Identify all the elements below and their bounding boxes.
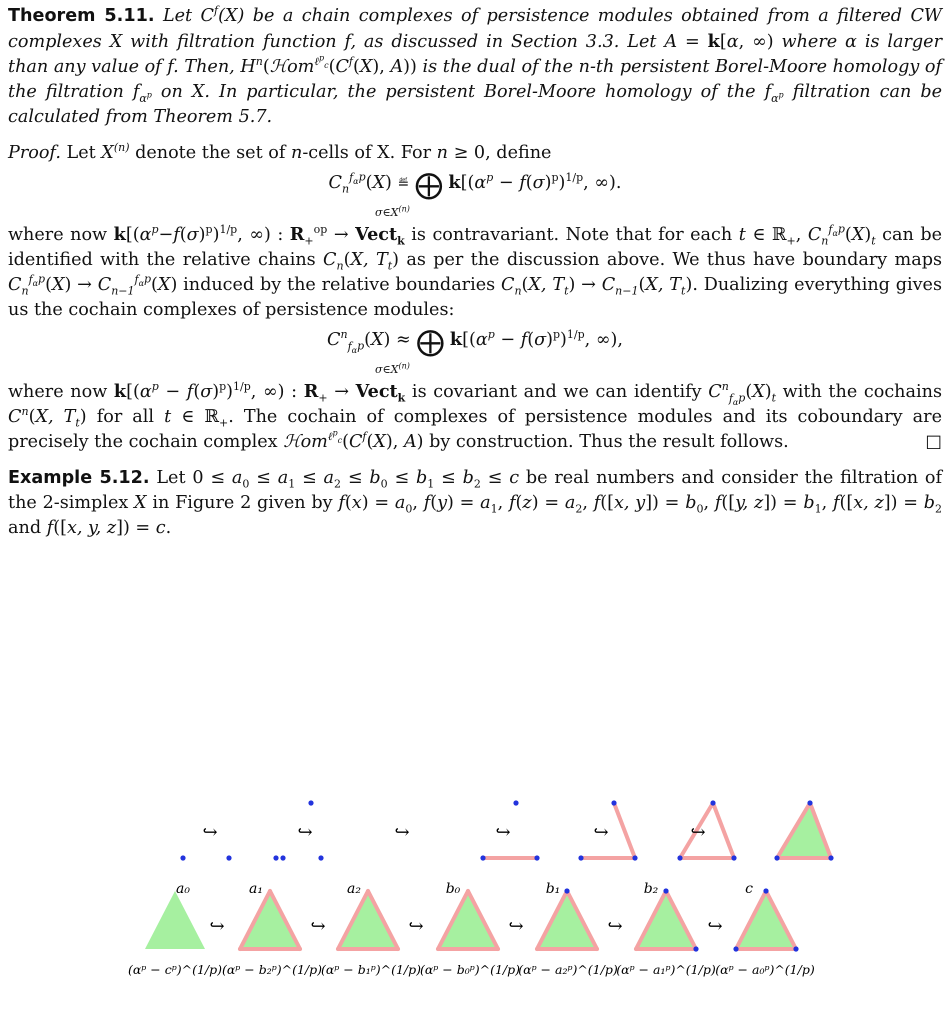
proof-text: . The cochain of complexes of persistence modules and its coboundary are precisely the cochain complex — [8, 407, 942, 452]
theorem-5-11: Theorem 5.11. Let $C^f(X)$ be a chain complexes of persistence modules obtained from a filtered CW complexes X with filtration function f, as discussed in Section 3.3. Let A = k[α, ∞) where α is larger than any value of f. Then, $H^n(ℋom^{\ell^p_c}(C^f(X)$, A)) is the dual of the n-th persistent Borel-Moore homology of the filtration $f_{\alpha^p}$ on X. In particular, the persistent Borel-Moore homology of the $f_{\alpha^p}$ filtration can be calculated from Theorem 5.7. — [8, 4, 943, 127]
stage-1 — [180, 855, 185, 860]
theorem-text: Let — [162, 6, 201, 26]
vertex-y — [828, 855, 833, 860]
face — [240, 891, 300, 949]
proof-paragraph-1: Proof. Let $X^{(n)}$ denote the set of n-cells of X. For n ≥ 0, define — [8, 141, 552, 163]
face — [338, 891, 398, 949]
stage-label-bottom: (αᵖ − a₁ᵖ)^(1/p) — [616, 962, 716, 977]
proof-text: with the cochains — [776, 382, 942, 402]
stage-label-bottom: (αᵖ − b₁ᵖ)^(1/p) — [320, 962, 422, 977]
stage-label-top: a₂ — [347, 881, 361, 897]
stage-7 — [774, 800, 833, 860]
proof-paragraph-3: where now $k[(\alpha^p - f(\sigma)^p)^{1/p}$, ∞) : $R_+$ → Vect$_k$ is covariant and we can identify $C^n_{f_{\alpha^p}}(X)_t$ with the cochains $C^n(X$, $T_t$) for all t ∈ ℝ$_+$. The cochain of complexes of persistence modules and its coboundary are precisely the cochain complex $ℋom^{\ell^p_c}(C^f(X)$, A) by construction. Thus the result follows. □ — [8, 379, 942, 455]
hook-arrow: ↪ — [508, 916, 524, 937]
theorem-label: Theorem 5.11. — [8, 6, 155, 26]
example-text: be real numbers and consider the filtration of the 2-simplex — [8, 468, 942, 513]
hook-arrow: ↪ — [310, 916, 326, 937]
theorem-text: , as discussed in Section 3.3. Let — [350, 32, 665, 52]
hook-arrow: ↪ — [593, 822, 609, 843]
hook-arrow: ↪ — [202, 822, 218, 843]
stage-label-bottom: (αᵖ − cᵖ)^(1/p) — [127, 962, 223, 977]
stage-label-top: a₀ — [176, 881, 190, 897]
stage-label-top: c — [745, 881, 753, 897]
vertex-z — [663, 888, 668, 893]
stage-label-bottom: (αᵖ − b₂ᵖ)^(1/p) — [221, 962, 323, 977]
vertex-y — [273, 855, 278, 860]
theorem-text: with filtration function — [122, 32, 345, 52]
vertex-z — [513, 800, 518, 805]
example-text: Let — [149, 468, 193, 488]
vertex-y — [693, 946, 698, 951]
stage-bottom-6 — [636, 888, 699, 951]
theorem-text: on — [151, 82, 192, 102]
stage-bottom-1 — [145, 891, 205, 949]
vertex-x — [774, 855, 779, 860]
stage-bottom-4 — [438, 891, 498, 949]
figure-bottom-row — [128, 888, 815, 977]
vertex-x — [677, 855, 682, 860]
equation-cochain-complex: $C^n_{f_{\alpha^p}}(X)$ ≈ ⨁ $k[(\alpha^p - f(\sigma)^p)^{1/p}$, ∞), $\sigma\in X^{(n)}$ — [327, 325, 623, 376]
face — [636, 891, 696, 949]
proof-text: by construction. Thus the result follows. — [423, 432, 789, 452]
stage-label-bottom: (αᵖ − a₂ᵖ)^(1/p) — [518, 962, 618, 977]
proof-text: denote the set of — [129, 143, 291, 163]
theorem-text: -th persistent Borel-Moore homology of the filtration — [8, 57, 942, 102]
stage-label-bottom: (αᵖ − a₀ᵖ)^(1/p) — [715, 962, 815, 977]
stage-bottom-5 — [537, 888, 597, 949]
proof-text: -cells of X. For — [302, 143, 437, 163]
vertex-y — [793, 946, 798, 951]
vertex-z — [807, 800, 812, 805]
stage-6 — [677, 800, 736, 860]
proof-text: for all — [86, 407, 165, 427]
theorem-text: where — [773, 32, 846, 52]
vertex-x — [226, 855, 231, 860]
example-text: and — [8, 518, 47, 538]
vertex-z — [564, 888, 569, 893]
vertex-x — [280, 855, 285, 860]
stage-2 — [226, 855, 278, 860]
vertex-y — [632, 855, 637, 860]
stage-bottom-2 — [240, 891, 300, 949]
proof-text: , define — [485, 143, 552, 163]
proof-paragraph-2: where now $k[(\alpha^p-f(\sigma)^p)^{1/p}$, ∞) : $R_+^{op}$ → Vect$_k$ is contravariant. Note that for each t ∈ ℝ$_+$, $C_n^{f_{\alpha^p}}(X)_t$ can be identified with the relative chains $C_n(X$, $T_t$) as per the discussion above. We thus have boundary maps $C_n^{f_{\alpha^p}}(X) \to C_{n-1}^{f_{\alpha^p}}(X)$ induced by the relative boundaries $C_n(X$, $T_t) \to C_{n-1}(X$, $T_t$). Dualizing everything gives us the cochain complexes of persistence modules: — [8, 222, 943, 320]
hook-arrow: ↪ — [209, 916, 225, 937]
vertex-z — [308, 800, 313, 805]
example-label: Example 5.12. — [8, 468, 150, 488]
vertex-y — [534, 855, 539, 860]
vertex-x — [180, 855, 185, 860]
edge-yz — [614, 803, 635, 858]
qed-symbol: □ — [925, 432, 942, 452]
stage-bottom-3 — [338, 891, 398, 949]
equation-chain-complex: $C_n^{f_{\alpha^p}}(X)$ ≝ ⨁ $k[(\alpha^p - f(\sigma)^p)^{1/p}$, ∞). $\sigma\in X^{(n)}$ — [328, 168, 622, 219]
face — [438, 891, 498, 949]
proof-text: where now — [8, 225, 114, 245]
theorem-text: be a chain complexes of persistence modules obtained from a filtered CW complexes — [8, 6, 942, 52]
hook-arrow: ↪ — [394, 822, 410, 843]
face — [145, 891, 205, 949]
stage-label-top: b₀ — [445, 881, 461, 897]
hook-arrow: ↪ — [408, 916, 424, 937]
filtration-figure — [0, 757, 950, 987]
vertex-z — [611, 800, 616, 805]
hook-arrow: ↪ — [690, 822, 706, 843]
vertex-z — [710, 800, 715, 805]
proof-text: induced by the relative boundaries — [177, 275, 501, 295]
stage-bottom-7 — [733, 888, 798, 951]
theorem-text: . In particular, the persistent Borel-Moore homology of the — [204, 82, 765, 102]
vertex-x — [578, 855, 583, 860]
stage-label-top: b₁ — [545, 881, 561, 897]
vertex-z — [763, 888, 768, 893]
hook-arrow: ↪ — [707, 916, 723, 937]
proof-text: as per the discussion above. We thus have boundary maps — [399, 250, 943, 270]
proof-label: Proof. — [8, 143, 61, 163]
stage-label-top: b₂ — [643, 881, 659, 897]
vertex-x — [733, 946, 738, 951]
proof-text: is contravariant. Note that for each — [404, 225, 739, 245]
example-5-12: Example 5.12. Let $0 \le a_0 \le a_1 \le a_2 \le b_0 \le b_1 \le b_2 \le c$ be real numbers and consider the filtration of the 2-simplex X in Figure 2 given by $f(x) = a_0$, $f(y) = a_1$, $f(z) = a_2$, f([x, $y]) = b_0$, f([y, $z]) = b_1$, f([x, $z]) = b_2$ and f([x, y, z]) = c. — [8, 468, 943, 538]
face — [736, 891, 796, 949]
face — [537, 891, 597, 949]
page — [8, 4, 942, 541]
proof-text: Let — [60, 143, 102, 163]
proof-text: is covariant and we can identify — [405, 382, 709, 402]
example-text: in Figure 2 given by — [146, 493, 339, 513]
vertex-x — [480, 855, 485, 860]
theorem-text: . Then, — [173, 57, 241, 77]
theorem-text: is larger than any value of — [8, 32, 943, 77]
theorem-text: is the dual of the — [416, 57, 579, 77]
edge-yz — [713, 803, 734, 858]
vertex-y — [731, 855, 736, 860]
hook-arrow: ↪ — [607, 916, 623, 937]
theorem-text: filtration can be calculated from Theorem 5.7. — [8, 82, 943, 127]
stage-label-bottom: (αᵖ − b₀ᵖ)^(1/p) — [419, 962, 521, 977]
hook-arrow: ↪ — [495, 822, 511, 843]
proof-text: . Dualizing everything gives us the cochain complexes of persistence modules: — [8, 275, 942, 320]
stage-label-top: a₁ — [249, 881, 263, 897]
proof-text: where now — [8, 382, 114, 402]
vertex-y — [318, 855, 323, 860]
proof-text: can be identified with the relative chains — [8, 225, 942, 270]
hook-arrow: ↪ — [297, 822, 313, 843]
figure-top-row — [176, 800, 834, 897]
